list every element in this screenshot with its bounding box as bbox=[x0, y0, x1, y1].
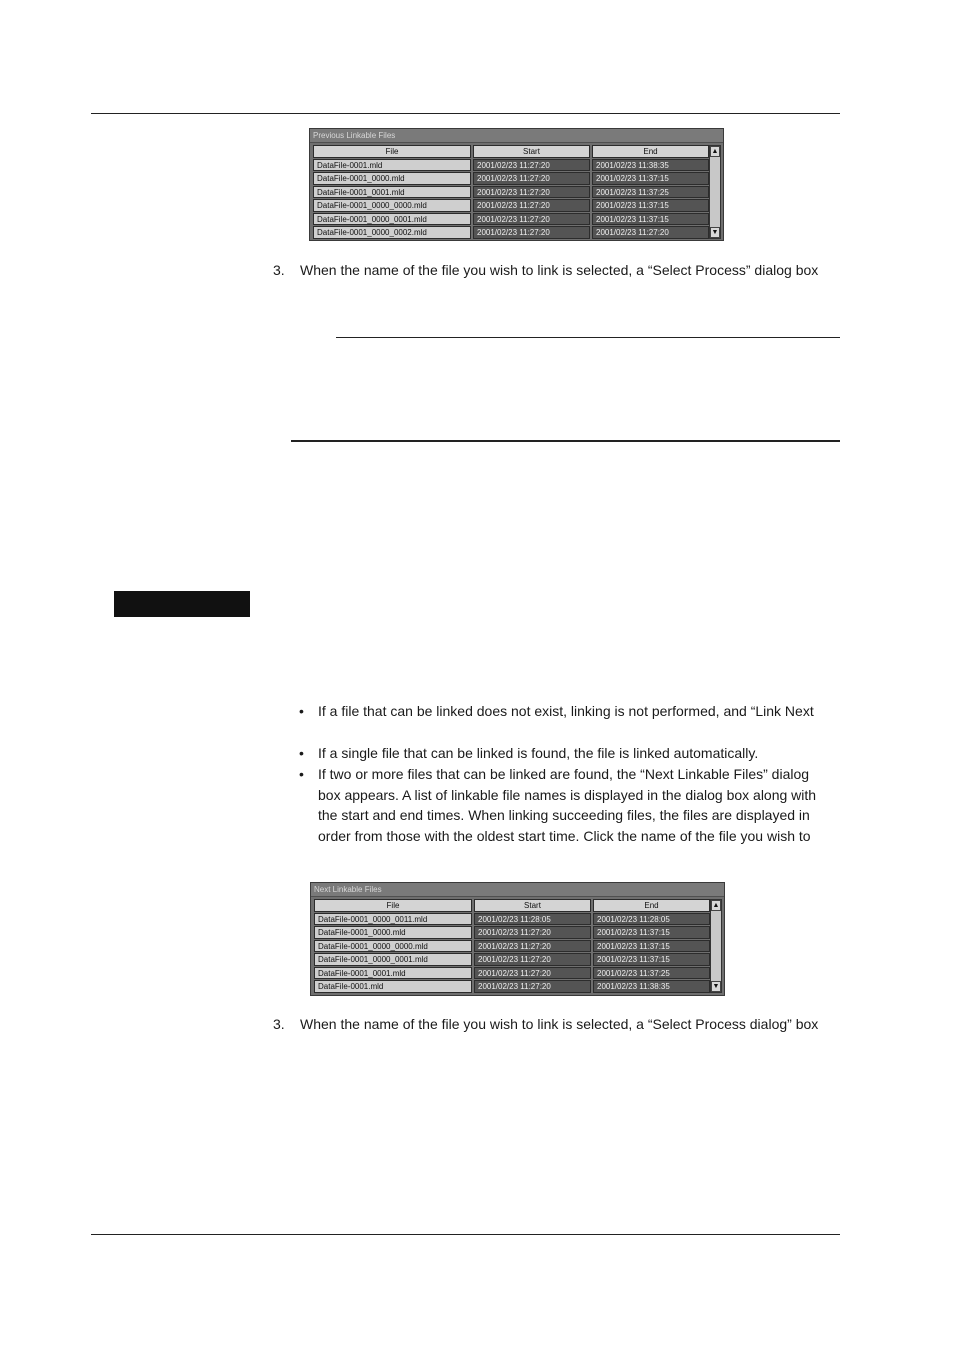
file-name-cell[interactable]: DataFile-0001_0001.mld bbox=[314, 967, 472, 980]
previous-linkable-files-dialog bbox=[309, 128, 724, 241]
file-name-cell[interactable]: DataFile-0001_0000_0001.mld bbox=[313, 213, 471, 226]
end-time-cell[interactable]: 2001/02/23 11:37:15 bbox=[592, 199, 709, 212]
bullet-line: the start and end times. When linking succeeding files, the files are displayed in bbox=[318, 807, 810, 823]
table-row[interactable] bbox=[314, 926, 712, 939]
list-header bbox=[314, 899, 712, 912]
end-time-cell[interactable]: 2001/02/23 11:37:15 bbox=[593, 953, 710, 966]
header-end[interactable]: End bbox=[593, 899, 710, 912]
bullet-line: box appears. A list of linkable file names is displayed in the dialog box along with bbox=[318, 786, 817, 803]
table-row[interactable] bbox=[313, 159, 711, 172]
file-name-cell[interactable]: DataFile-0001.mld bbox=[313, 159, 471, 172]
scroll-up-icon[interactable]: ▲ bbox=[712, 902, 720, 909]
step-number: 3. bbox=[273, 1016, 285, 1032]
step-text: When the name of the file you wish to link is selected, a “Select Process” dialog box bbox=[300, 262, 819, 278]
header-start[interactable]: Start bbox=[473, 145, 590, 158]
file-list bbox=[314, 899, 712, 994]
scroll-up-icon[interactable]: ▲ bbox=[711, 148, 719, 155]
bottom-rule bbox=[91, 1234, 840, 1235]
table-row[interactable] bbox=[314, 913, 712, 926]
table-row[interactable] bbox=[314, 967, 712, 980]
bullet-line: order from those with the oldest start time. Click the name of the file you wish to bbox=[318, 827, 811, 844]
start-time-cell[interactable]: 2001/02/23 11:27:20 bbox=[474, 967, 591, 980]
table-row[interactable] bbox=[313, 172, 711, 185]
start-time-cell[interactable]: 2001/02/23 11:27:20 bbox=[474, 953, 591, 966]
bullet-dot: • bbox=[299, 745, 304, 761]
dialog-title: Previous Linkable Files bbox=[310, 129, 723, 143]
top-rule bbox=[91, 113, 840, 114]
step-text: When the name of the file you wish to link is selected, a “Select Process dialog” box bbox=[300, 1016, 819, 1032]
dialog-title: Next Linkable Files bbox=[311, 883, 724, 897]
start-time-cell[interactable]: 2001/02/23 11:27:20 bbox=[473, 213, 590, 226]
bullet-dot: • bbox=[299, 766, 304, 782]
end-time-cell[interactable]: 2001/02/23 11:37:15 bbox=[592, 172, 709, 185]
header-file[interactable]: File bbox=[314, 899, 472, 912]
step-number: 3. bbox=[273, 262, 285, 278]
start-time-cell[interactable]: 2001/02/23 11:28:05 bbox=[474, 913, 591, 926]
table-row[interactable] bbox=[314, 953, 712, 966]
file-name-cell[interactable]: DataFile-0001_0000.mld bbox=[313, 172, 471, 185]
vertical-scrollbar[interactable] bbox=[709, 145, 721, 239]
note-bottom-rule bbox=[291, 440, 840, 442]
file-name-cell[interactable]: DataFile-0001_0000.mld bbox=[314, 926, 472, 939]
start-time-cell[interactable]: 2001/02/23 11:27:20 bbox=[473, 186, 590, 199]
section-label-bar bbox=[114, 591, 250, 617]
file-name-cell[interactable]: DataFile-0001.mld bbox=[314, 980, 472, 993]
file-name-cell[interactable]: DataFile-0001_0001.mld bbox=[313, 186, 471, 199]
vertical-scrollbar[interactable] bbox=[710, 899, 722, 993]
header-start[interactable]: Start bbox=[474, 899, 591, 912]
file-name-cell[interactable]: DataFile-0001_0000_0001.mld bbox=[314, 953, 472, 966]
table-row[interactable] bbox=[313, 213, 711, 226]
start-time-cell[interactable]: 2001/02/23 11:27:20 bbox=[473, 172, 590, 185]
scroll-down-icon[interactable]: ▼ bbox=[712, 983, 720, 990]
end-time-cell[interactable]: 2001/02/23 11:27:20 bbox=[592, 226, 709, 239]
start-time-cell[interactable]: 2001/02/23 11:27:20 bbox=[474, 980, 591, 993]
start-time-cell[interactable]: 2001/02/23 11:27:20 bbox=[473, 199, 590, 212]
start-time-cell[interactable]: 2001/02/23 11:27:20 bbox=[473, 226, 590, 239]
start-time-cell[interactable]: 2001/02/23 11:27:20 bbox=[474, 940, 591, 953]
start-time-cell[interactable]: 2001/02/23 11:27:20 bbox=[473, 159, 590, 172]
note-top-rule bbox=[336, 337, 840, 338]
bullet-line: If a file that can be linked does not exist, linking is not performed, and “Link Next bbox=[318, 703, 814, 719]
list-header bbox=[313, 145, 711, 158]
start-time-cell[interactable]: 2001/02/23 11:27:20 bbox=[474, 926, 591, 939]
file-name-cell[interactable]: DataFile-0001_0000_0002.mld bbox=[313, 226, 471, 239]
end-time-cell[interactable]: 2001/02/23 11:37:15 bbox=[592, 213, 709, 226]
header-end[interactable]: End bbox=[592, 145, 709, 158]
file-list bbox=[313, 145, 711, 240]
scroll-down-icon[interactable]: ▼ bbox=[711, 229, 719, 236]
end-time-cell[interactable]: 2001/02/23 11:37:25 bbox=[593, 967, 710, 980]
header-file[interactable]: File bbox=[313, 145, 471, 158]
bullet-dot: • bbox=[299, 703, 304, 719]
table-row[interactable] bbox=[313, 186, 711, 199]
end-time-cell[interactable]: 2001/02/23 11:37:15 bbox=[593, 940, 710, 953]
end-time-cell[interactable]: 2001/02/23 11:37:25 bbox=[592, 186, 709, 199]
next-linkable-files-dialog bbox=[310, 882, 725, 996]
bullet-line: If two or more files that can be linked are found, the “Next Linkable Files” dialog bbox=[318, 766, 810, 782]
file-name-cell[interactable]: DataFile-0001_0000_0011.mld bbox=[314, 913, 472, 926]
end-time-cell[interactable]: 2001/02/23 11:37:15 bbox=[593, 926, 710, 939]
end-time-cell[interactable]: 2001/02/23 11:38:35 bbox=[592, 159, 709, 172]
table-row[interactable] bbox=[314, 980, 712, 993]
file-name-cell[interactable]: DataFile-0001_0000_0000.mld bbox=[314, 940, 472, 953]
table-row[interactable] bbox=[313, 199, 711, 212]
table-row[interactable] bbox=[314, 940, 712, 953]
end-time-cell[interactable]: 2001/02/23 11:28:05 bbox=[593, 913, 710, 926]
file-name-cell[interactable]: DataFile-0001_0000_0000.mld bbox=[313, 199, 471, 212]
bullet-line: If a single file that can be linked is found, the file is linked automatically. bbox=[318, 745, 759, 761]
table-row[interactable] bbox=[313, 226, 711, 239]
end-time-cell[interactable]: 2001/02/23 11:38:35 bbox=[593, 980, 710, 993]
